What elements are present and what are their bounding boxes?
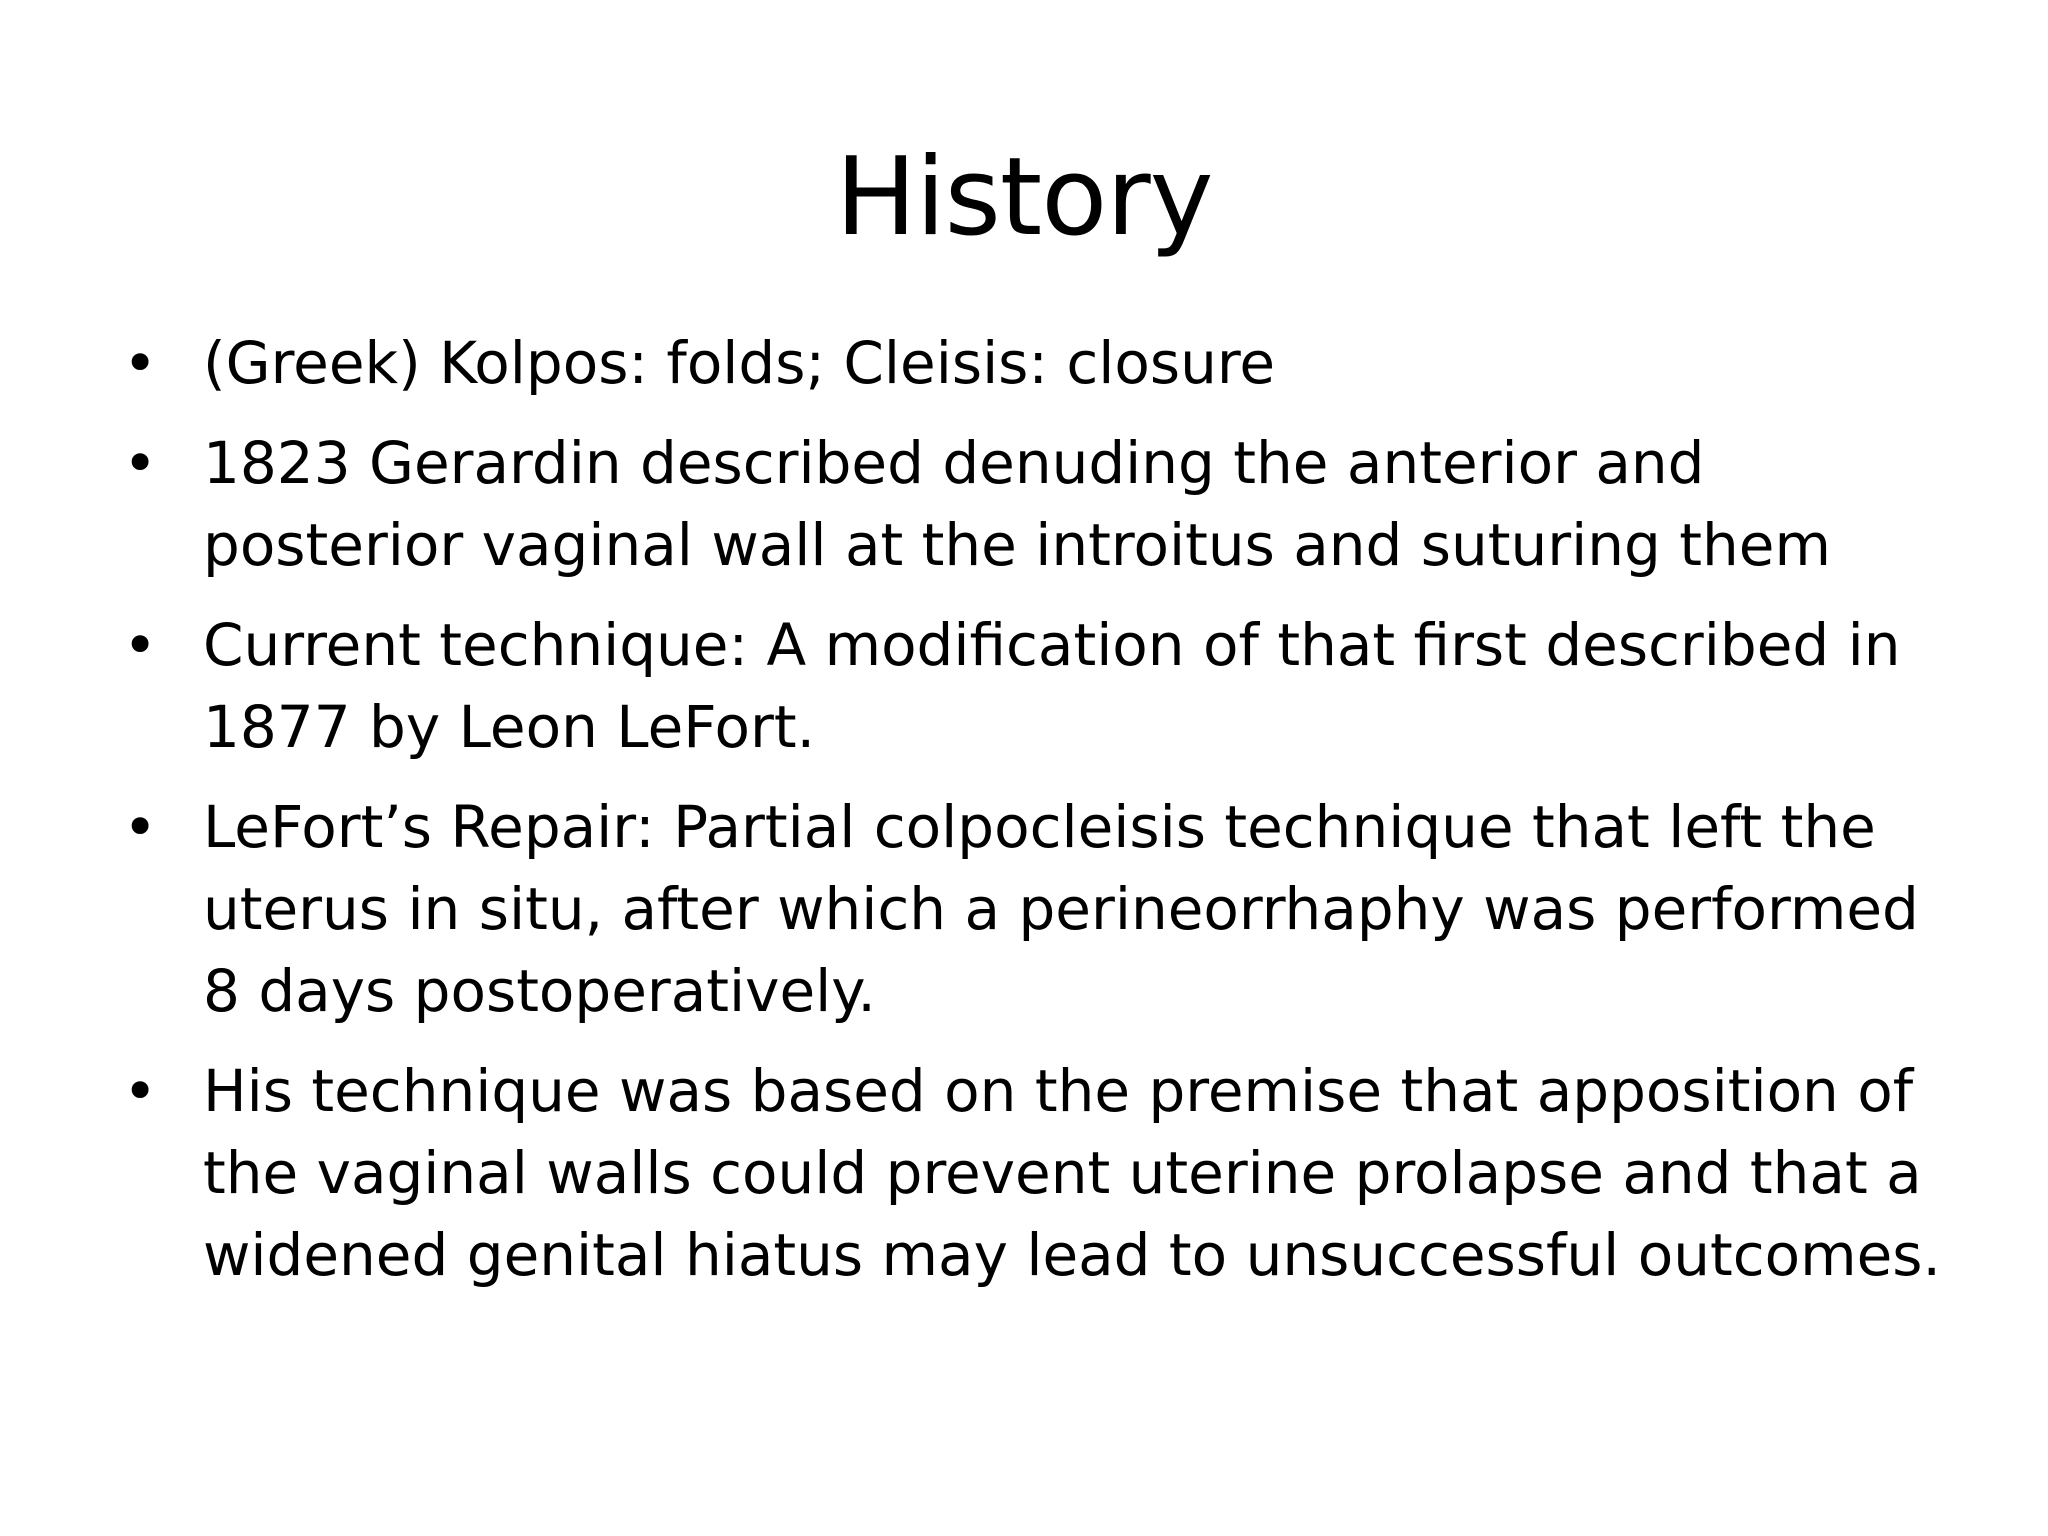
bullet-list: [115, 322, 1945, 1314]
bullet-text: His technique was based on the premise that apposition of the vaginal walls could prevent uterine prolapse and that a widened genital hiatus may lead to unsuccessful outcomes.: [203, 1057, 1941, 1289]
bullet-text: LeFort’s Repair: Partial colpocleisis technique that left the uterus in situ, after which a perineorrhaphy was performed 8 days postoperatively.: [203, 793, 1919, 1025]
bullet-text: Current technique: A modification of that first described in 1877 by Leon LeFort.: [203, 611, 1901, 761]
bullet-dot-icon: •: [123, 611, 158, 679]
bullet-text: (Greek) Kolpos: folds; Cleisis: closure: [203, 329, 1276, 397]
bullet-item-4: [115, 786, 1945, 1032]
bullet-dot-icon: •: [123, 429, 158, 497]
bullet-item-2: [115, 422, 1945, 586]
bullet-item-1: [115, 322, 1945, 404]
bullet-item-3: [115, 604, 1945, 768]
bullet-dot-icon: •: [123, 793, 158, 861]
slide-title: History: [835, 135, 1213, 260]
bullet-dot-icon: •: [123, 329, 158, 397]
bullet-item-5: [115, 1050, 1945, 1296]
bullet-dot-icon: •: [123, 1057, 158, 1125]
bullet-text: 1823 Gerardin described denuding the anterior and posterior vaginal wall at the introitus and suturing them: [203, 429, 1831, 579]
